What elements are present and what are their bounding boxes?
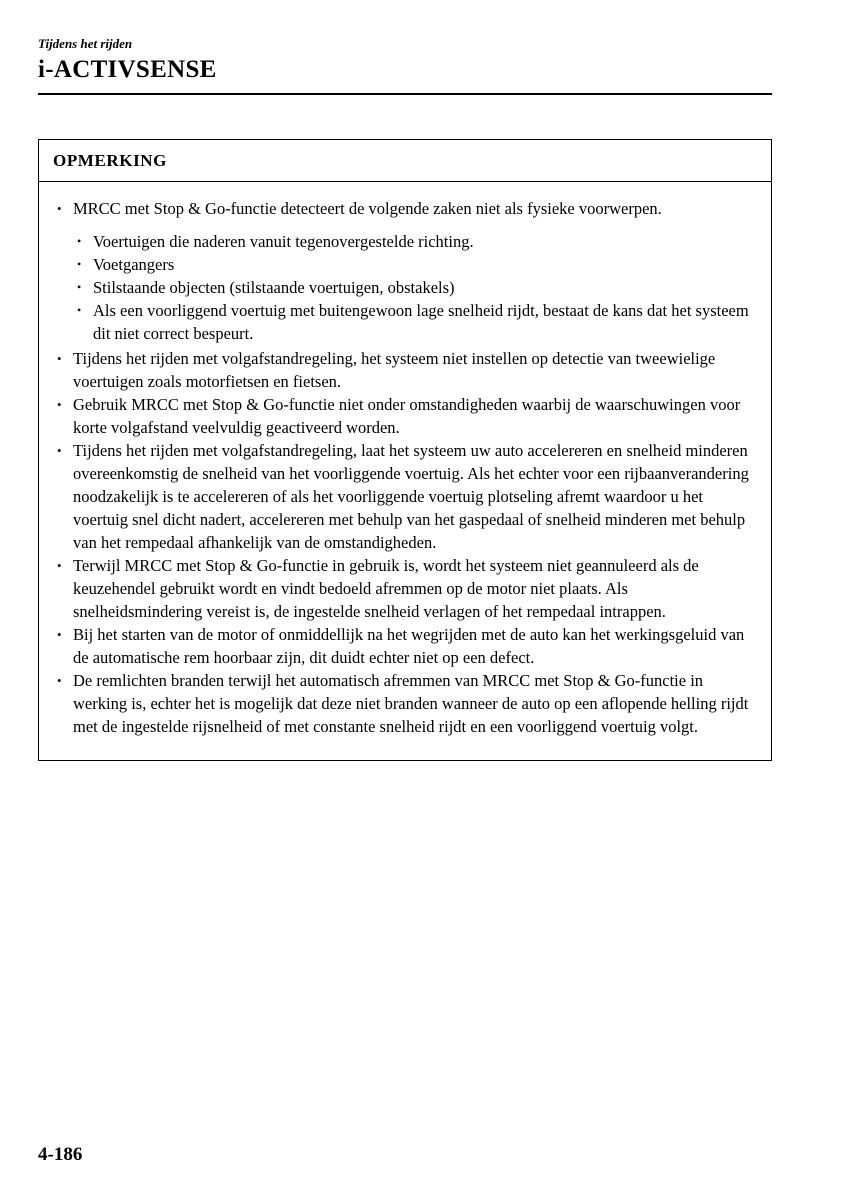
list-item-text: De remlichten branden terwijl het automatisch afremmen van MRCC met Stop & Go-functie in werking is, echter het is mogelijk dat deze niet branden wanneer de auto op een aflopende helling rijdt met de ingestelde rijsnelheid of met constante snelheid rijdt en een voorliggend voertuig volgt.	[73, 671, 749, 736]
list-item-text: Bij het starten van de motor of onmiddellijk na het wegrijden met de auto kan het werkingsgeluid van de automatische rem hoorbaar zijn, dit duidt echter niet op een defect.	[73, 625, 745, 667]
list-subitem	[73, 230, 755, 253]
page-header	[38, 36, 772, 95]
list-item	[51, 439, 755, 554]
list-subitem-text: Als een voorliggend voertuig met buitengewoon lage snelheid rijdt, bestaat de kans dat het systeem dit niet correct bespeurt.	[93, 301, 749, 343]
list-item-text: Tijdens het rijden met volgafstandregeling, het systeem niet instellen op detectie van tweewielige voertuigen zoals motorfietsen en fietsen.	[73, 349, 716, 391]
list-subitem-text: Voertuigen die naderen vanuit tegenovergestelde richting.	[93, 232, 474, 251]
list-subitem	[73, 253, 755, 276]
note-title: OPMERKING	[39, 140, 771, 182]
list-subitem-text: Stilstaande objecten (stilstaande voertuigen, obstakels)	[93, 278, 455, 297]
list-item	[51, 669, 755, 738]
list-item	[51, 623, 755, 669]
note-body	[39, 182, 771, 760]
list-item	[51, 393, 755, 439]
list-item	[51, 197, 755, 345]
note-box	[38, 139, 772, 761]
list-item-text: MRCC met Stop & Go-functie detecteert de volgende zaken niet als fysieke voorwerpen.	[73, 199, 662, 218]
page-content	[38, 0, 772, 761]
list-item	[51, 347, 755, 393]
note-list	[51, 197, 755, 738]
list-subitem	[73, 276, 755, 299]
page-title: i-ACTIVSENSE	[38, 56, 217, 83]
list-item-text: Tijdens het rijden met volgafstandregeling, laat het systeem uw auto accelereren en snelheid minderen overeenkomstig de snelheid van het voorliggende voertuig. Als het echter voor een rijbaanverandering noodzakelijk is te accelereren of als het voorliggende voertuig plotseling afremt waardoor u het voertuig snel dicht nadert, accelereren met behulp van het gaspedaal of snelheid minderen met behulp van het rempedaal afhankelijk van de omstandigheden.	[73, 441, 749, 552]
note-sublist	[73, 230, 755, 345]
list-item	[51, 554, 755, 623]
page-number: 4-186	[38, 1144, 83, 1165]
list-item-text: Gebruik MRCC met Stop & Go-functie niet onder omstandigheden waarbij de waarschuwingen voor korte volgafstand veelvuldig geactiveerd worden.	[73, 395, 741, 437]
list-subitem-text: Voetgangers	[93, 255, 175, 274]
list-item-text: Terwijl MRCC met Stop & Go-functie in gebruik is, wordt het systeem niet geannuleerd als de keuzehendel gebruikt wordt en vindt bedoeld afremmen op de motor niet plaats. Als snelheidsmindering vereist is, de ingestelde snelheid verlagen of het rempedaal intrappen.	[73, 556, 699, 621]
header-rule	[38, 93, 772, 95]
chapter-label: Tijdens het rijden	[38, 36, 133, 51]
list-subitem	[73, 299, 755, 345]
